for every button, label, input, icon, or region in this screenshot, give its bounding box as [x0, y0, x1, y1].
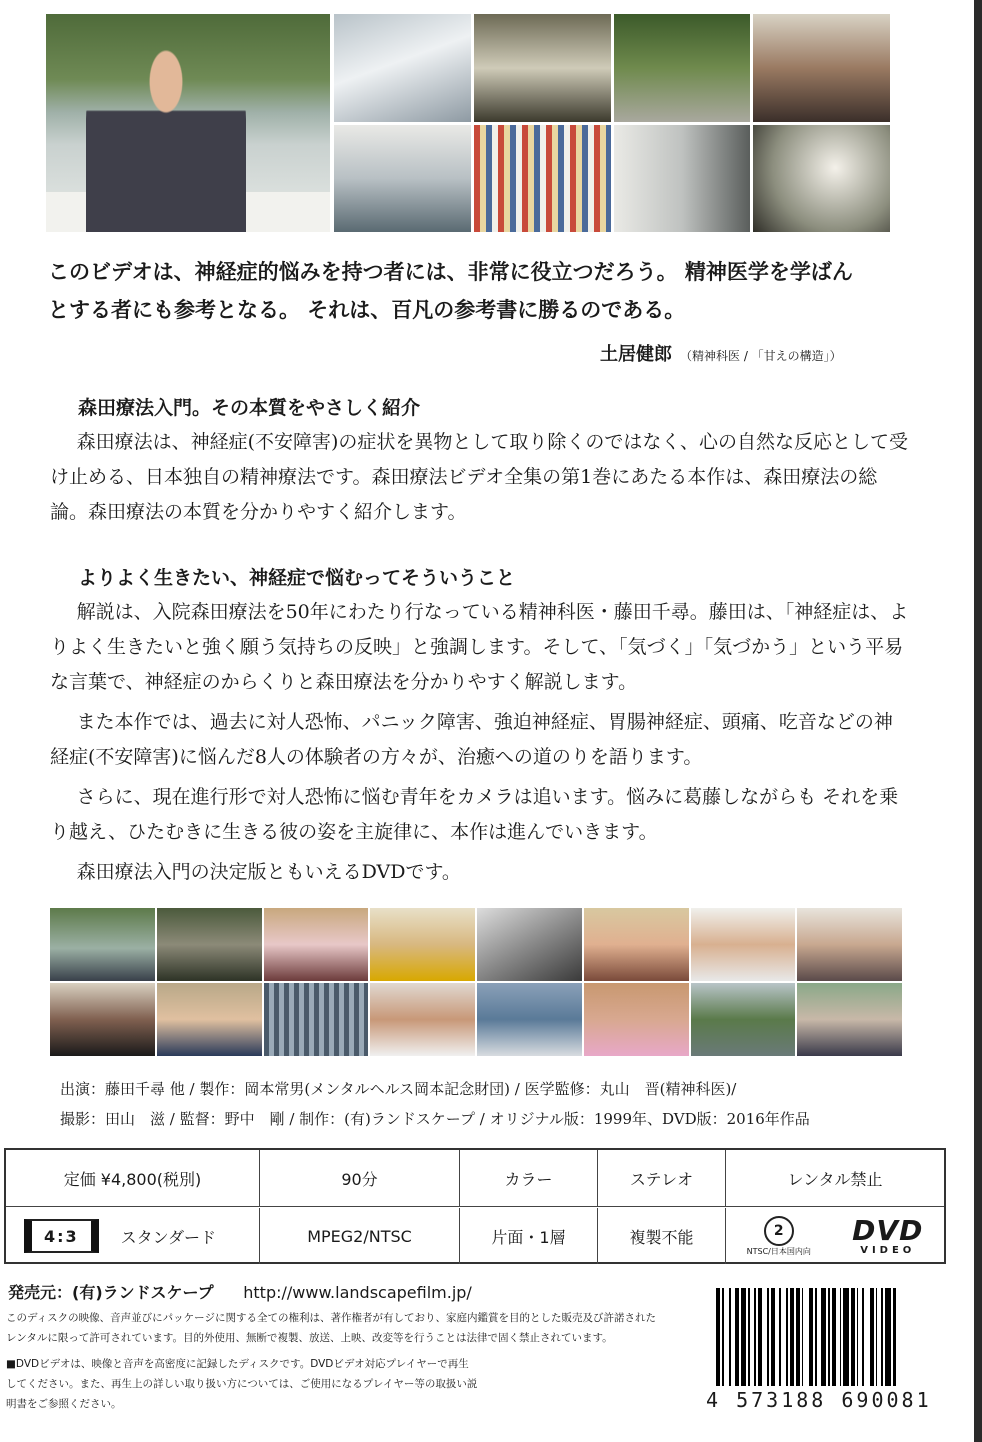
barcode-bar — [843, 1288, 849, 1386]
photo-pills — [474, 14, 611, 122]
barcode-bar — [758, 1288, 762, 1386]
barcode-bar — [754, 1288, 756, 1386]
photo-building — [264, 983, 369, 1056]
barcode-bar — [767, 1288, 769, 1386]
staff-line-1: 出演：藤田千尋 他 / 製作：岡本常男(メンタルヘルス岡本記念財団) / 医学監修：丸山 晋(精神科医)/ — [60, 1080, 737, 1098]
barcode-bar — [790, 1288, 794, 1386]
credit-note: （精神科医 / 「甘えの構造」） — [680, 349, 842, 363]
spec-color: カラー — [460, 1150, 598, 1206]
credit-author: 土居健郎 — [600, 344, 672, 365]
spec-logos — [726, 1208, 944, 1264]
photo-host-talk — [797, 983, 902, 1056]
barcode-bars — [716, 1288, 946, 1386]
spec-table — [4, 1148, 946, 1264]
region-label: NTSC/日本国内向 — [746, 1246, 811, 1256]
photo-speaker-9 — [584, 983, 689, 1056]
section1-heading: 森田療法入門。その本質をやさしく紹介 — [78, 397, 421, 419]
spec-row-1 — [6, 1150, 944, 1207]
quote-credit — [600, 340, 842, 366]
barcode-bar — [786, 1288, 788, 1386]
photo-flowers — [753, 125, 890, 233]
photo-speaker-7 — [157, 983, 262, 1056]
barcode-bar — [802, 1288, 804, 1386]
barcode-bar — [821, 1288, 827, 1386]
seller-label: 発売元：(有)ランドスケープ — [8, 1283, 214, 1302]
seller-line — [8, 1280, 472, 1303]
barcode-bar — [828, 1288, 830, 1386]
barcode-bar — [741, 1288, 747, 1386]
barcode-bar — [735, 1288, 739, 1386]
spec-price: 定価 ¥4,800(税別) — [6, 1150, 260, 1206]
photo-speaker-4 — [691, 908, 796, 981]
seller-url[interactable]: http://www.landscapefilm.jp/ — [243, 1283, 472, 1302]
spec-audio: ステレオ — [598, 1150, 726, 1206]
barcode-bar — [796, 1288, 800, 1386]
barcode — [706, 1278, 954, 1428]
photo-walking — [614, 14, 751, 122]
photo-washing — [334, 125, 471, 233]
region-mark — [747, 1216, 811, 1257]
photo-person — [86, 44, 246, 232]
photo-despair — [753, 14, 890, 122]
section2-paragraph-4: 森田療法入門の決定版ともいえるDVDです。 — [76, 861, 461, 883]
aspect-ratio-label: スタンダード — [120, 1227, 217, 1247]
staff-line-2: 撮影：田山 滋 / 監督：野中 剛 / 制作：(有)ランドスケープ / オリジナル版：1999年、DVD版：2016年作品 — [60, 1110, 810, 1128]
spec-ratio-cell — [6, 1208, 260, 1264]
photo-speaker-1 — [264, 908, 369, 981]
photo-speaker-5 — [797, 908, 902, 981]
photo-rocks — [157, 908, 262, 981]
barcode-bar — [748, 1288, 750, 1386]
bottom-photo-collage — [50, 908, 902, 1056]
barcode-bar — [729, 1288, 731, 1386]
barcode-bar — [779, 1288, 781, 1386]
barcode-bar — [851, 1288, 855, 1386]
section2-paragraph-3: さらに、現在進行形で対人恐怖に悩む青年をカメラは追います。悩みに葛藤しながらも それを乗り越え、ひたむきに生きる彼の姿を主旋律に、本作は進んでいきます。 — [50, 786, 899, 843]
barcode-bar — [857, 1288, 859, 1386]
region-number: 2 — [773, 1222, 784, 1239]
barcode-bar — [840, 1288, 842, 1386]
top-photo-collage — [46, 14, 890, 232]
barcode-bar — [809, 1288, 813, 1386]
lead-line-2: とする者にも参考となる。 それは、百凡の参考書に勝るのである。 — [48, 298, 686, 322]
spec-row-2 — [6, 1208, 944, 1264]
barcode-bar — [876, 1288, 878, 1386]
spec-duration: 90分 — [260, 1150, 460, 1206]
photo-speaker-2 — [370, 908, 475, 981]
lead-line-1: このビデオは、神経症的悩みを持つ者には、非常に役立つだろう。 精神医学を学ばん — [48, 260, 853, 284]
lead-quote — [48, 253, 908, 329]
spec-layers: 片面・1層 — [460, 1208, 598, 1264]
dvd-logo-sub: VIDEO — [860, 1244, 916, 1256]
photo-mountains — [691, 983, 796, 1056]
top-photo-grid — [334, 14, 890, 232]
barcode-bar — [832, 1288, 836, 1386]
section2-paragraph-2: また本作では、過去に対人恐怖、パニック障害、強迫神経症、胃腸神経症、頭痛、吃音などの神経症(不安障害)に悩んだ8人の体験者の方々が、治癒への道のりを語ります。 — [50, 711, 893, 768]
barcode-bar — [862, 1288, 864, 1386]
section2-paragraph-1: 解説は、入院森田療法を50年にわたり行なっている精神科医・藤田千尋。藤田は、「神経症は、よりよく生きたいと強く願う気持ちの反映」と強調します。そして、「気づく」「気づかう」という平易な言葉で、神経症のからくりと森田療法を分かりやすく解説します。 — [50, 601, 909, 693]
photo-speaker-3 — [584, 908, 689, 981]
dvd-video-logo — [852, 1213, 924, 1256]
photo-book — [477, 908, 582, 981]
photo-bookstore — [474, 125, 611, 233]
barcode-number: 4 573188 690081 — [706, 1388, 932, 1412]
barcode-bar — [716, 1288, 720, 1386]
dvd-notice-2: してください。また、再生上の詳しい取り扱い方については、ご使用になるプレイヤー等の取扱い説 — [6, 1378, 478, 1390]
dvd-notice-3: 明書をご参照ください。 — [6, 1398, 122, 1410]
host-photo — [46, 14, 330, 232]
photo-speaker-8 — [370, 983, 475, 1056]
barcode-bar — [893, 1288, 897, 1386]
barcode-bar — [771, 1288, 775, 1386]
barcode-bar — [881, 1288, 883, 1386]
barcode-bar — [815, 1288, 817, 1386]
section1-body: 森田療法は、神経症(不安障害)の症状を異物として取り除くのではなく、心の自然な反応として受け止める、日本独自の精神療法です。森田療法ビデオ全集の第1巻にあたる本作は、森田療法の総論。森田療法の本質を分かりやすく紹介します。 — [50, 431, 909, 523]
dvd-logo-text: DVD — [852, 1213, 924, 1247]
photo-corridor — [614, 125, 751, 233]
copyright-notice-2: レンタルに限って許可されています。目的外使用、無断で複製、放送、上映、改変等を行うことは法律で固く禁止されています。 — [6, 1332, 613, 1344]
spec-format: MPEG2/NTSC — [260, 1208, 460, 1264]
barcode-bar — [722, 1288, 724, 1386]
section2-heading: よりよく生きたい、神経症で悩むってそういうこと — [78, 567, 516, 589]
spec-copy: 複製不能 — [598, 1208, 726, 1264]
photo-sky — [334, 14, 471, 122]
photo-sea — [477, 983, 582, 1056]
photo-host-river — [50, 908, 155, 981]
barcode-bar — [885, 1288, 891, 1386]
region-globe-icon — [764, 1216, 794, 1246]
dvd-notice-1: ■DVDビデオは、映像と音声を高密度に記録したディスクです。DVDビデオ対応プレイヤーで再生 — [6, 1358, 469, 1370]
barcode-bar — [870, 1288, 874, 1386]
copyright-notice-1: このディスクの映像、音声並びにパッケージに関する全ての権利は、著作権者が有しており、家庭内鑑賞を目的とした販売及び許諾された — [6, 1312, 656, 1324]
aspect-ratio-badge: 4:3 — [24, 1219, 99, 1253]
spec-rental: レンタル禁止 — [787, 1169, 883, 1189]
photo-speaker-6 — [50, 983, 155, 1056]
right-edge-shadow — [974, 0, 982, 1442]
